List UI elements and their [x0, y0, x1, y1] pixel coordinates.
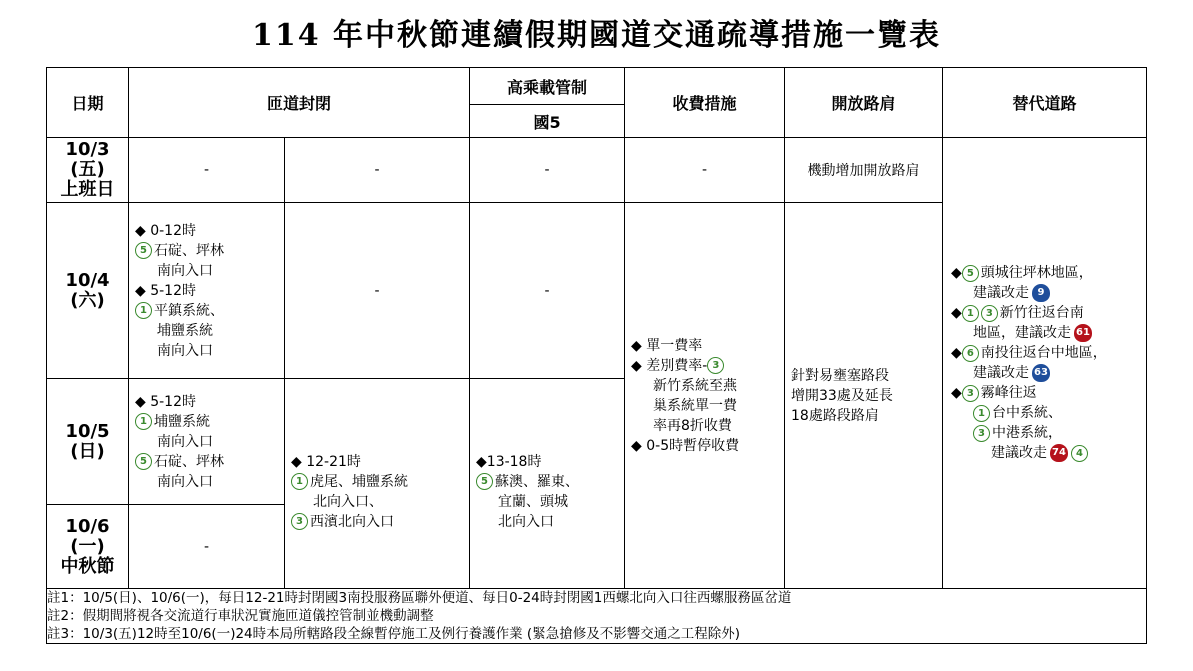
header-alt-route: 替代道路 [943, 68, 1147, 138]
highway-shield-icon: 61 [1074, 324, 1092, 342]
ramp-a-10-5: ◆ 5-12時 1 埔鹽系統 南向入口 5 石碇、坪林 南向入口 [129, 379, 285, 505]
freeway-badge-icon: 3 [981, 305, 998, 322]
alt-line-6: 建議改走 63 [951, 363, 1140, 383]
date-cell-10-6: 10/6 (一) 中秋節 [47, 505, 129, 589]
highway-shield-icon: 63 [1032, 364, 1050, 382]
alt-line-4: 地區，建議改走 61 [951, 323, 1140, 343]
ramp-b-10-3: - [285, 138, 470, 203]
header-ramp-closure: 匝道封閉 [129, 68, 470, 138]
note-1: 註1：10/5(日)、10/6(一)，每日12-21時封閉國3南投服務區聯外便道、每日0-24時封閉國1西螺北向入口往西螺服務區岔道 [47, 590, 792, 606]
date-cell-10-4: 10/4 (六) [47, 203, 129, 379]
hov-cell-merged: ◆13-18時 5 蘇澳、羅東、 宜蘭、頭城 北向入口 [470, 379, 625, 589]
header-hov-control: 高乘載管制 [470, 68, 625, 105]
freeway-badge-icon: 3 [291, 513, 308, 530]
freeway-badge-icon: 5 [135, 453, 152, 470]
alt-line-8: 1 台中系統、 [951, 403, 1140, 423]
freeway-badge-icon: 1 [291, 473, 308, 490]
alt-line-1: ◆ 5 頭城往坪林地區， [951, 265, 1093, 281]
header-date: 日期 [47, 68, 129, 138]
alt-line-7: ◆ 3 霧峰往返 [951, 385, 1037, 401]
date-cell-10-3: 10/3 (五) 上班日 [47, 138, 129, 203]
alt-line-9: 3 中港系統， [951, 423, 1140, 443]
header-toll: 收費措施 [625, 68, 785, 138]
ramp-a-10-4: ◆ 0-12時 5 石碇、坪林 南向入口 ◆ 5-12時 1 平鎮系統、 埔鹽系統 南向入口 [129, 203, 285, 379]
shoulder-cell-merged: 針對易壅塞路段 增開33處及延長 18處路段路肩 [785, 203, 943, 589]
alt-line-3: ◆ 1 3 新竹往返台南 [951, 305, 1084, 321]
freeway-badge-icon: 5 [962, 265, 979, 282]
shoulder-10-3: 機動增加開放路肩 [785, 138, 943, 203]
hov-10-4: - [470, 203, 625, 379]
page-title: 114 年中秋節連續假期國道交通疏導措施一覽表 [251, 18, 942, 53]
freeway-badge-icon: 1 [962, 305, 979, 322]
notes-cell [47, 589, 1147, 644]
freeway-badge-icon: 3 [973, 425, 990, 442]
alt-route-cell [943, 138, 1147, 589]
highway-shield-icon: 9 [1032, 284, 1050, 302]
ramp-a-10-3: - [129, 138, 285, 203]
header-shoulder: 開放路肩 [785, 68, 943, 138]
freeway-badge-icon: 3 [707, 357, 724, 374]
ramp-b-cell-merged: ◆ 12-21時 1 虎尾、埔鹽系統 北向入口、 3 西濱北向入口 [285, 379, 470, 589]
traffic-measures-table [46, 67, 1147, 644]
header-hov-freeway5: 國5 [470, 105, 625, 138]
freeway-badge-icon: 3 [962, 385, 979, 402]
highway-shield-icon: 74 [1050, 444, 1068, 462]
freeway-badge-icon: 5 [135, 242, 152, 259]
freeway-badge-icon: 4 [1071, 445, 1088, 462]
freeway-badge-icon: 1 [135, 413, 152, 430]
alt-line-10: 建議改走 74 4 [951, 443, 1140, 463]
toll-cell-merged: ◆ 單一費率 ◆ 差別費率- 3 新竹系統至燕 巢系統單一費 率再8折收費 ◆ 0-5時暫停收費 [625, 203, 785, 589]
toll-10-3: - [625, 138, 785, 203]
note-3: 註3：10/3(五)12時至10/6(一)24時本局所轄路段全線暫停施工及例行養護作業 (緊急搶修及不影響交通之工程除外) [47, 626, 740, 642]
alt-line-5: ◆ 6 南投往返台中地區， [951, 345, 1107, 361]
freeway-badge-icon: 5 [476, 473, 493, 490]
date-cell-10-5: 10/5 (日) [47, 379, 129, 505]
alt-line-2: 建議改走 9 [951, 283, 1140, 303]
note-2: 註2：假期間將視各交流道行車狀況實施匝道儀控管制並機動調整 [47, 608, 434, 624]
freeway-badge-icon: 6 [962, 345, 979, 362]
hov-10-3: - [470, 138, 625, 203]
ramp-b-10-4: - [285, 203, 470, 379]
freeway-badge-icon: 1 [135, 302, 152, 319]
freeway-badge-icon: 1 [973, 405, 990, 422]
ramp-a-10-6: - [129, 505, 285, 589]
